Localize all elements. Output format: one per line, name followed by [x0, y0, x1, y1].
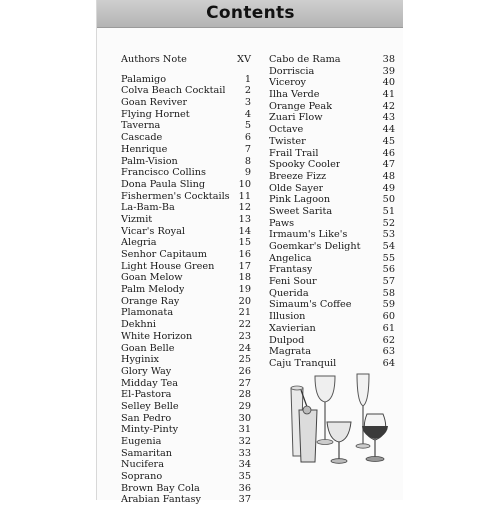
toc-entry-title: Twister [269, 135, 306, 147]
toc-entry-page: 38 [382, 54, 395, 65]
toc-entry-title: Querida [269, 287, 309, 299]
toc-entry-title: Ilha Verde [269, 89, 320, 101]
toc-entry[interactable] [121, 401, 251, 413]
toc-entry[interactable] [269, 346, 395, 358]
toc-entry-page: 51 [382, 205, 395, 217]
toc-entry-page: 56 [382, 264, 395, 276]
toc-entry-title: Spooky Cooler [269, 159, 341, 171]
toc-entry-title: La-Bam-Ba [121, 202, 175, 214]
toc-entry-page: 60 [382, 311, 395, 323]
toc-entry[interactable] [121, 284, 251, 296]
toc-entry[interactable] [121, 120, 251, 132]
toc-entry-page: 8 [244, 155, 251, 167]
toc-entry[interactable] [121, 436, 251, 448]
toc-entry[interactable] [121, 354, 251, 366]
toc-entry-page: 55 [382, 252, 395, 264]
contents-right-column [269, 54, 395, 370]
toc-entry[interactable] [269, 136, 395, 148]
toc-entry-title: Goan Reviver [121, 97, 188, 109]
toc-entry-title: White Horizon [121, 330, 193, 342]
toc-entry-title: Arabian Fantasy [121, 494, 201, 506]
toc-entry[interactable] [269, 77, 395, 89]
toc-entry-page: 54 [382, 241, 395, 252]
toc-entry-title: Minty-Pinty [121, 424, 179, 436]
toc-entry[interactable] [121, 191, 251, 203]
toc-entry[interactable] [269, 159, 395, 171]
toc-entry-page: 36 [238, 482, 251, 494]
toc-entry-title: San Pedro [121, 412, 172, 424]
flute-glass-icon [356, 374, 370, 448]
toc-entry-title: Dorriscia [269, 65, 315, 77]
toc-entry-page: 11 [238, 190, 251, 202]
toc-entry-title: Paws [269, 217, 295, 229]
toc-entry-title: Francisco Collins [121, 167, 206, 179]
toc-entry-page: 29 [238, 400, 251, 412]
toc-entry-title: Pink Lagoon [269, 194, 331, 206]
toc-entry[interactable] [121, 97, 251, 109]
toc-entry-page: 63 [382, 346, 395, 358]
toc-entry-page: 40 [382, 77, 395, 89]
toc-entry[interactable] [121, 167, 251, 179]
toc-entry[interactable] [121, 459, 251, 471]
toc-entry-page: 10 [238, 178, 251, 190]
toc-entry-title: Dekhni [121, 319, 156, 331]
toc-entry[interactable] [269, 171, 395, 183]
toc-entry-title: Vicar's Royal [121, 225, 185, 237]
toc-entry[interactable] [269, 276, 395, 288]
toc-entry[interactable] [121, 296, 251, 308]
toc-entry-page: 61 [382, 322, 395, 334]
toc-entry[interactable] [121, 226, 251, 238]
toc-entry[interactable] [121, 389, 251, 401]
toc-entry-title: Fishermen's Cocktails [121, 190, 230, 202]
toc-entry-page: 58 [382, 287, 395, 299]
toc-entry-title: Palamigo [121, 73, 167, 85]
toc-entry-title: Zuari Flow [269, 112, 323, 124]
toc-entry[interactable] [121, 272, 251, 284]
toc-entry[interactable] [269, 229, 395, 241]
toc-entry-page: 7 [244, 143, 251, 155]
toc-entry[interactable] [269, 89, 395, 101]
toc-entry-page: 3 [244, 97, 251, 109]
toc-entry-title: Olde Sayer [269, 182, 324, 194]
toc-entry-title: Authors Note [121, 54, 187, 65]
toc-entry-title: Nucifera [121, 459, 164, 471]
toc-entry-title: Breeze Fizz [269, 170, 327, 182]
toc-entry[interactable] [121, 261, 251, 273]
cocktail-glasses-illustration [277, 370, 395, 468]
toc-entry-page: 37 [238, 494, 251, 506]
toc-entry-page: 18 [238, 272, 251, 284]
toc-entry[interactable] [269, 112, 395, 124]
toc-entry[interactable] [269, 218, 395, 230]
header-banner [97, 0, 404, 28]
toc-entry-page: 20 [238, 295, 251, 307]
toc-entry-title: Illusion [269, 311, 306, 323]
toc-entry-page: 62 [382, 334, 395, 346]
toc-entry-page: 31 [238, 424, 251, 436]
toc-entry-page: 1 [244, 73, 251, 85]
toc-entry[interactable] [121, 179, 251, 191]
toc-entry-title: Frail Trail [269, 147, 319, 159]
toc-entry-title: Samaritan [121, 447, 173, 459]
toc-entry[interactable] [121, 331, 251, 343]
toc-entry[interactable] [121, 249, 251, 261]
toc-entry[interactable] [121, 237, 251, 249]
toc-entry-page: 2 [244, 85, 251, 97]
toc-entry[interactable] [269, 288, 395, 300]
toc-entry[interactable] [121, 378, 251, 390]
toc-entry-title: Plamonata [121, 307, 174, 319]
toc-entry[interactable] [121, 109, 251, 121]
toc-entry[interactable] [269, 335, 395, 347]
right-margin [403, 0, 500, 500]
toc-entry[interactable] [269, 148, 395, 160]
toc-entry[interactable] [269, 206, 395, 218]
toc-entry-page: 9 [244, 167, 251, 179]
toc-entry[interactable] [269, 253, 395, 265]
toc-entry-title: Cascade [121, 132, 163, 144]
toc-entry-title: Colva Beach Cocktail [121, 85, 226, 97]
toc-entry-title: Senhor Capitaum [121, 249, 207, 260]
toc-entry[interactable] [121, 132, 251, 144]
toc-entry-page: 57 [382, 276, 395, 288]
toc-entry-page: XV [237, 54, 251, 65]
toc-entry-page: 49 [382, 182, 395, 194]
toc-entry-authors-note[interactable] [121, 54, 251, 66]
toc-entry-title: Octave [269, 124, 304, 136]
toc-entry-page: 44 [382, 124, 395, 136]
toc-entry-page: 46 [382, 147, 395, 159]
toc-entry-page: 41 [382, 89, 395, 101]
toc-entry-page: 43 [382, 112, 395, 124]
toc-entry[interactable] [121, 366, 251, 378]
toc-entry-title: Frantasy [269, 264, 313, 276]
toc-entry-page: 34 [238, 459, 251, 471]
toc-entry-page: 32 [238, 436, 251, 447]
toc-entry-page: 21 [238, 307, 251, 319]
toc-entry-title: Viceroy [269, 77, 307, 89]
toc-entry[interactable] [269, 124, 395, 136]
toc-entry[interactable] [121, 483, 251, 495]
toc-entry[interactable] [121, 319, 251, 331]
toc-entry-title: Magrata [269, 346, 311, 358]
toc-entry-title: Taverna [121, 120, 161, 132]
toc-entry-page: 4 [244, 108, 251, 120]
toc-entry-page: 42 [382, 100, 395, 112]
toc-entry-page: 39 [382, 65, 395, 77]
toc-entry[interactable] [269, 183, 395, 195]
toc-entry-title: Midday Tea [121, 377, 178, 389]
toc-entry[interactable] [121, 307, 251, 319]
toc-entry-page: 5 [244, 120, 251, 132]
toc-entry-page: 35 [238, 471, 251, 483]
toc-entry[interactable] [121, 471, 251, 483]
toc-entry-title: Simaum's Coffee [269, 299, 352, 311]
toc-entry-title: Feni Sour [269, 276, 317, 288]
toc-entry-page: 14 [238, 225, 251, 237]
toc-entry[interactable] [121, 156, 251, 168]
toc-entry-page: 6 [244, 132, 251, 144]
toc-entry-title: Glory Way [121, 365, 172, 377]
toc-entry-title: Cabo de Rama [269, 54, 341, 65]
toc-entry-title: Light House Green [121, 260, 215, 272]
toc-entry[interactable] [269, 311, 395, 323]
toc-entry-title: Palm Melody [121, 284, 185, 296]
contents-left-column [121, 54, 251, 506]
toc-entry-title: Goan Belle [121, 342, 175, 354]
toc-entry-title: Eugenia [121, 436, 162, 447]
toc-entry-page: 47 [382, 159, 395, 171]
toc-entry-title: Angelica [269, 252, 312, 264]
toc-list-right [269, 54, 395, 370]
toc-entry[interactable] [121, 74, 251, 86]
toc-entry[interactable] [269, 264, 395, 276]
toc-entry-title: Orange Ray [121, 295, 180, 307]
toc-entry-page: 33 [238, 447, 251, 459]
toc-entry[interactable] [121, 202, 251, 214]
toc-entry-title: El-Pastora [121, 389, 172, 401]
page-title: Contents [206, 3, 295, 23]
toc-entry[interactable] [269, 323, 395, 335]
toc-entry-page: 50 [382, 194, 395, 206]
toc-entry-page: 25 [238, 354, 251, 366]
toc-entry[interactable] [269, 299, 395, 311]
toc-entry-title: Henrique [121, 143, 168, 155]
toc-entry-page: 28 [238, 389, 251, 401]
toc-entry-page: 52 [382, 217, 395, 229]
toc-entry-page: 30 [238, 412, 251, 424]
toc-entry-title: Goan Melow [121, 272, 183, 284]
toc-entry[interactable] [121, 85, 251, 97]
toc-entry-page: 64 [382, 357, 395, 369]
toc-entry-page: 24 [238, 342, 251, 354]
toc-entry[interactable] [121, 494, 251, 506]
toc-entry-page: 22 [238, 319, 251, 331]
left-margin [0, 0, 96, 500]
toc-entry-title: Soprano [121, 471, 163, 483]
toc-entry[interactable] [121, 413, 251, 425]
toc-entry-page: 19 [238, 284, 251, 296]
toc-entry[interactable] [121, 343, 251, 355]
toc-entry-page: 48 [382, 170, 395, 182]
toc-entry[interactable] [269, 54, 395, 66]
toc-entry-title: Hyginix [121, 354, 160, 366]
contents-page [96, 0, 404, 506]
toc-entry-title: Sweet Sarita [269, 205, 333, 217]
toc-entry-page: 15 [238, 237, 251, 249]
toc-entry-page: 12 [238, 202, 251, 214]
toc-entry-title: Dona Paula Sling [121, 178, 206, 190]
toc-entry-title: Flying Hornet [121, 108, 190, 120]
toc-entry-page: 26 [238, 365, 251, 377]
toc-entry-page: 17 [238, 260, 251, 272]
toc-entry-page: 59 [382, 299, 395, 311]
toc-entry-title: Orange Peak [269, 100, 333, 112]
toc-entry-page: 53 [382, 229, 395, 241]
toc-entry-title: Irmaum's Like's [269, 229, 348, 241]
toc-entry-page: 16 [238, 249, 251, 260]
toc-entry-title: Alegria [121, 237, 157, 249]
toc-entry[interactable] [269, 101, 395, 113]
toc-entry[interactable] [121, 214, 251, 226]
toc-entry[interactable] [121, 424, 251, 436]
toc-entry-title: Selley Belle [121, 400, 179, 412]
toc-entry-title: Dulpod [269, 334, 305, 346]
toc-entry-title: Goemkar's Delight [269, 241, 361, 252]
toc-entry[interactable] [269, 66, 395, 78]
brandy-glass-icon [362, 414, 388, 462]
toc-entry-title: Caju Tranquil [269, 357, 337, 369]
toc-entry[interactable] [269, 241, 395, 253]
toc-entry-title: Brown Bay Cola [121, 482, 200, 494]
toc-entry-page: 45 [382, 135, 395, 147]
toc-entry-title: Palm-Vision [121, 155, 178, 167]
toc-list-left [121, 74, 251, 506]
toc-entry[interactable] [269, 358, 395, 370]
toc-entry-page: 23 [238, 330, 251, 342]
toc-entry-page: 13 [238, 213, 251, 225]
toc-entry[interactable] [121, 144, 251, 156]
toc-entry[interactable] [121, 448, 251, 460]
toc-entry-title: Xavierian [269, 322, 316, 334]
toc-entry[interactable] [269, 194, 395, 206]
toc-entry-page: 27 [238, 377, 251, 389]
toc-entry-title: Vizmit [121, 213, 153, 225]
